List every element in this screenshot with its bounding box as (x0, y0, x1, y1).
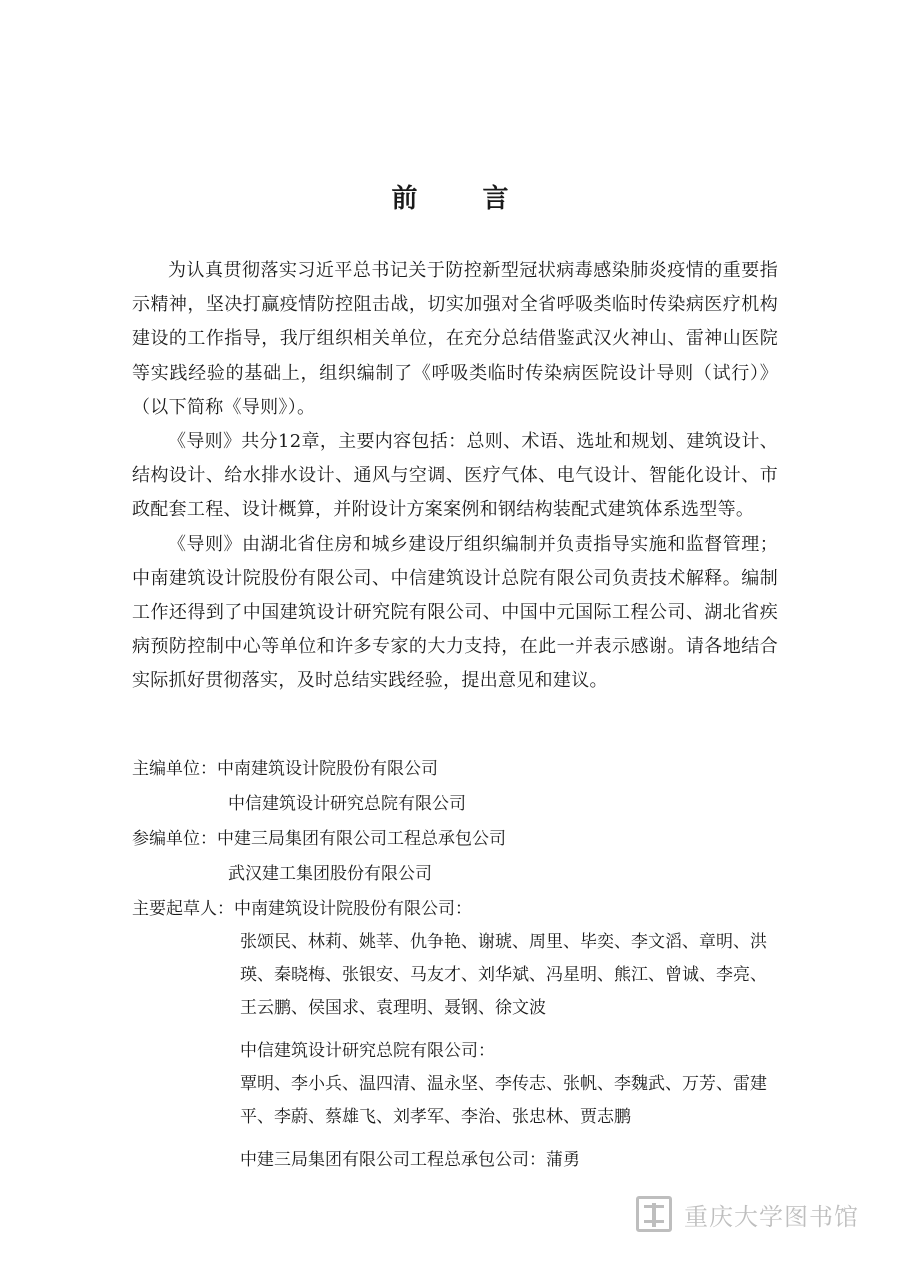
drafter-org: 中建三局集团有限公司工程总承包公司： (240, 1150, 546, 1170)
library-logo-icon (636, 1196, 672, 1232)
library-watermark (636, 1192, 876, 1236)
preface-body (132, 254, 778, 699)
drafter-org: 中信建筑设计研究总院有限公司： (240, 1041, 495, 1061)
participating-editors (132, 822, 792, 892)
drafters-label: 主要起草人： (132, 899, 234, 919)
drafters (132, 892, 792, 926)
watermark-text: 重庆大学图书馆 (684, 1202, 859, 1231)
participating-unit: 中建三局集团有限公司工程总承包公司 (217, 829, 506, 849)
drafter-names: 张颂民、林莉、姚莘、仇争艳、谢琥、周里、毕奕、李文滔、章明、洪瑛、秦晓梅、张银安、马友才、刘华斌、冯星明、熊江、曾诚、李亮、王云鹏、侯国求、袁理明、聂钢、徐文波 (240, 932, 767, 1018)
drafter-group-single (240, 1144, 792, 1177)
participating-editors-label: 参编单位： (132, 829, 217, 849)
chief-editor-unit: 中南建筑设计院股份有限公司 (217, 759, 438, 779)
credits-section (132, 752, 792, 1177)
drafter-names: 覃明、李小兵、温四清、温永坚、李传志、张帆、李魏武、万芳、雷建平、李蔚、蔡雄飞、刘孝军、李治、张忠林、贾志鹏 (240, 1074, 767, 1127)
preface-paragraph: 《导则》由湖北省住房和城乡建设厅组织编制并负责指导实施和监督管理；中南建筑设计院股份有限公司、中信建筑设计总院有限公司负责技术解释。编制工作还得到了中国建筑设计研究院有限公司、中国中元国际工程公司、湖北省疾病预防控制中心等单位和许多专家的大力支持，在此一并表示感谢。请各地结合实际抓好贯彻落实，及时总结实践经验，提出意见和建议。 (132, 533, 778, 692)
chief-editors-label: 主编单位： (132, 759, 217, 779)
chief-editors (132, 752, 792, 822)
chief-editor-unit: 中信建筑设计研究总院有限公司 (228, 794, 466, 814)
drafter-group (240, 926, 792, 1177)
drafter-org: 中南建筑设计院股份有限公司： (234, 899, 472, 919)
participating-unit: 武汉建工集团股份有限公司 (228, 864, 432, 884)
page-title: 前 言 (391, 184, 537, 214)
preface-paragraph: 《导则》共分12章，主要内容包括：总则、术语、选址和规划、建筑设计、结构设计、给水排水设计、通风与空调、医疗气体、电气设计、智能化设计、市政配套工程、设计概算，并附设计方案案例和钢结构装配式建筑体系选型等。 (132, 431, 778, 521)
drafter-names: 蒲勇 (546, 1150, 580, 1170)
preface-paragraph: 为认真贯彻落实习近平总书记关于防控新型冠状病毒感染肺炎疫情的重要指示精神，坚决打赢疫情防控阻击战，切实加强对全省呼吸类临时传染病医疗机构建设的工作指导，我厅组织相关单位，在充分总结借鉴武汉火神山、雷神山医院等实践经验的基础上，组织编制了《呼吸类临时传染病医院设计导则（试行）》（以下简称《导则》）。 (132, 260, 778, 418)
